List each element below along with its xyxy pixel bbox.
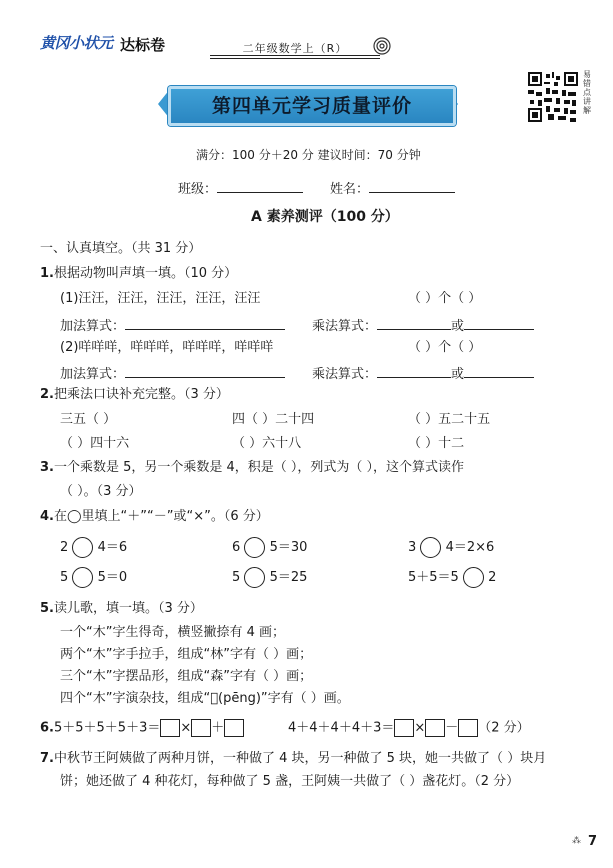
exam-info: 满分：100 分＋20 分 建议时间：70 分钟 bbox=[196, 148, 421, 162]
class-label: 班级： bbox=[178, 182, 218, 197]
operand: 5 bbox=[60, 570, 69, 585]
operand: 2 bbox=[488, 570, 497, 585]
operator-circle-input[interactable] bbox=[420, 537, 441, 558]
answer-box-input[interactable] bbox=[191, 719, 211, 737]
page-number: 7 bbox=[588, 834, 598, 849]
question-1-stem bbox=[40, 265, 237, 283]
q1-part2-addition bbox=[60, 363, 285, 384]
q2-cell-4: （ ）四十六 bbox=[60, 436, 130, 451]
q1-mul-input-1[interactable] bbox=[377, 315, 451, 330]
swirl-icon bbox=[372, 36, 392, 56]
q1-part1-text: (1)汪汪，汪汪，汪汪，汪汪，汪汪 bbox=[60, 291, 261, 306]
minus-sign: － bbox=[445, 720, 459, 736]
poem-line-4: 四个“木”字演杂技，组成“𣛧(pēng)”字有（ ）画。 bbox=[60, 691, 350, 706]
q1-add-input-2[interactable] bbox=[125, 363, 285, 378]
class-input[interactable] bbox=[217, 178, 303, 193]
add-label: 加法算式： bbox=[60, 367, 126, 382]
brand-logo: 黄冈小状元 bbox=[40, 34, 113, 52]
add-label: 加法算式： bbox=[60, 319, 126, 334]
or-label: 或 bbox=[451, 367, 465, 382]
q1-part1-addition bbox=[60, 315, 285, 336]
answer-box-input[interactable] bbox=[224, 719, 244, 737]
course-label bbox=[210, 40, 380, 56]
name-field bbox=[330, 178, 455, 199]
operator-circle-input[interactable] bbox=[72, 537, 93, 558]
mul-label: 乘法算式： bbox=[312, 367, 378, 382]
question-1-number: 1. bbox=[40, 266, 54, 281]
question-3-line-1 bbox=[40, 459, 464, 477]
name-input[interactable] bbox=[369, 178, 455, 193]
q1-part2-multiplication bbox=[312, 363, 534, 384]
question-3-text: 一个乘数是 5，另一个乘数是 4，积是（ ），列式为（ ），这个算式读作 bbox=[53, 460, 465, 475]
brand-suffix: 达标卷 bbox=[120, 36, 166, 54]
operator-circle-input[interactable] bbox=[72, 567, 93, 588]
times-sign: × bbox=[180, 720, 192, 736]
part-1-heading: 一、认真填空。（共 31 分） bbox=[40, 241, 202, 256]
page-mark-icon: ⁂ bbox=[572, 836, 581, 846]
poem-line-2: 两个“木”字手拉手，组成“林”字有（ ）画； bbox=[60, 647, 313, 662]
operand: 5＝25 bbox=[269, 570, 308, 585]
operand: 6 bbox=[232, 540, 241, 555]
q4-item-4 bbox=[60, 567, 127, 588]
q4-item-2 bbox=[232, 537, 307, 558]
question-7-number: 7. bbox=[40, 751, 54, 766]
operand: 5＋5＝5 bbox=[408, 570, 459, 585]
class-field bbox=[178, 178, 303, 199]
q6-score: （2 分） bbox=[478, 720, 530, 736]
plus-sign: ＋ bbox=[211, 720, 225, 736]
operand: 4＝2×6 bbox=[445, 540, 495, 555]
question-5-text: 读儿歌，填一填。（3 分） bbox=[53, 601, 203, 616]
operand: 4＝6 bbox=[97, 540, 128, 555]
operand: 3 bbox=[408, 540, 417, 555]
operator-circle-input[interactable] bbox=[463, 567, 484, 588]
question-6-number: 6. bbox=[40, 720, 54, 736]
q4-item-3 bbox=[408, 537, 494, 558]
operand: 5＝30 bbox=[269, 540, 308, 555]
operand: 5 bbox=[232, 570, 241, 585]
q2-cell-6: （ ）十二 bbox=[408, 436, 465, 451]
operand: 5＝0 bbox=[97, 570, 128, 585]
question-2-text: 把乘法口诀补充完整。（3 分） bbox=[53, 387, 229, 402]
qr-label: 易错点讲解 bbox=[583, 70, 591, 115]
q2-cell-2: 四（ ）二十四 bbox=[232, 412, 315, 427]
q6-right-expression: 4＋4＋4＋4＋3＝ bbox=[288, 720, 395, 736]
q1-add-input-1[interactable] bbox=[125, 315, 285, 330]
title-banner bbox=[168, 86, 456, 126]
question-3-line-2: （ ）。（3 分） bbox=[60, 484, 142, 499]
q2-cell-1: 三五（ ） bbox=[60, 412, 117, 427]
q1-part1-answer: （ ）个（ ） bbox=[408, 291, 482, 306]
question-7-line-2: 饼；她还做了 4 种花灯，每种做了 5 盏，王阿姨一共做了（ ）盏花灯。（2 分） bbox=[60, 774, 520, 789]
question-7-text: 中秋节王阿姨做了两种月饼，一种做了 4 块，另一种做了 5 块，她一共做了（ ）块月 bbox=[53, 751, 547, 766]
course-text: 二年级数学上（R） bbox=[242, 42, 348, 55]
q4-item-6 bbox=[408, 567, 496, 588]
question-3-number: 3. bbox=[40, 460, 54, 475]
q1-part1-multiplication bbox=[312, 315, 534, 336]
answer-box-input[interactable] bbox=[458, 719, 478, 737]
answer-box-input[interactable] bbox=[425, 719, 445, 737]
q1-part2-text: (2)咩咩咩，咩咩咩，咩咩咩，咩咩咩 bbox=[60, 340, 274, 355]
question-4-text: 在◯里填上“＋”“－”或“×”。（6 分） bbox=[53, 509, 269, 524]
q2-cell-3: （ ）五二十五 bbox=[408, 412, 491, 427]
q1-mul-input-4[interactable] bbox=[464, 363, 534, 378]
question-6-right bbox=[288, 719, 530, 738]
question-4-stem bbox=[40, 508, 269, 526]
question-5-number: 5. bbox=[40, 601, 54, 616]
times-sign: × bbox=[414, 720, 426, 736]
q4-item-5 bbox=[232, 567, 307, 588]
q1-part2-answer: （ ）个（ ） bbox=[408, 340, 482, 355]
question-2-number: 2. bbox=[40, 387, 54, 402]
name-label: 姓名： bbox=[330, 182, 370, 197]
q1-mul-input-3[interactable] bbox=[377, 363, 451, 378]
or-label: 或 bbox=[451, 319, 465, 334]
mul-label: 乘法算式： bbox=[312, 319, 378, 334]
qr-code-icon[interactable] bbox=[528, 72, 578, 122]
operator-circle-input[interactable] bbox=[244, 567, 265, 588]
question-5-stem bbox=[40, 600, 203, 618]
section-a-title: A 素养测评（100 分） bbox=[251, 209, 399, 225]
answer-box-input[interactable] bbox=[394, 719, 414, 737]
q2-cell-5: （ ）六十八 bbox=[232, 436, 302, 451]
answer-box-input[interactable] bbox=[160, 719, 180, 737]
q6-left-expression: 5＋5＋5＋5＋3＝ bbox=[53, 720, 161, 736]
q1-mul-input-2[interactable] bbox=[464, 315, 534, 330]
question-4-number: 4. bbox=[40, 509, 54, 524]
poem-line-1: 一个“木”字生得奇，横竖撇捺有 4 画； bbox=[60, 625, 286, 640]
poem-line-3: 三个“木”字摆品形，组成“森”字有（ ）画； bbox=[60, 669, 313, 684]
q4-item-1 bbox=[60, 537, 127, 558]
question-6-left bbox=[40, 719, 244, 738]
question-1-text: 根据动物叫声填一填。（10 分） bbox=[53, 266, 238, 281]
operator-circle-input[interactable] bbox=[244, 537, 265, 558]
operand: 2 bbox=[60, 540, 69, 555]
question-2-stem bbox=[40, 386, 229, 404]
question-7-line-1 bbox=[40, 750, 546, 768]
page-title: 第四单元学习质量评价 bbox=[211, 95, 412, 117]
